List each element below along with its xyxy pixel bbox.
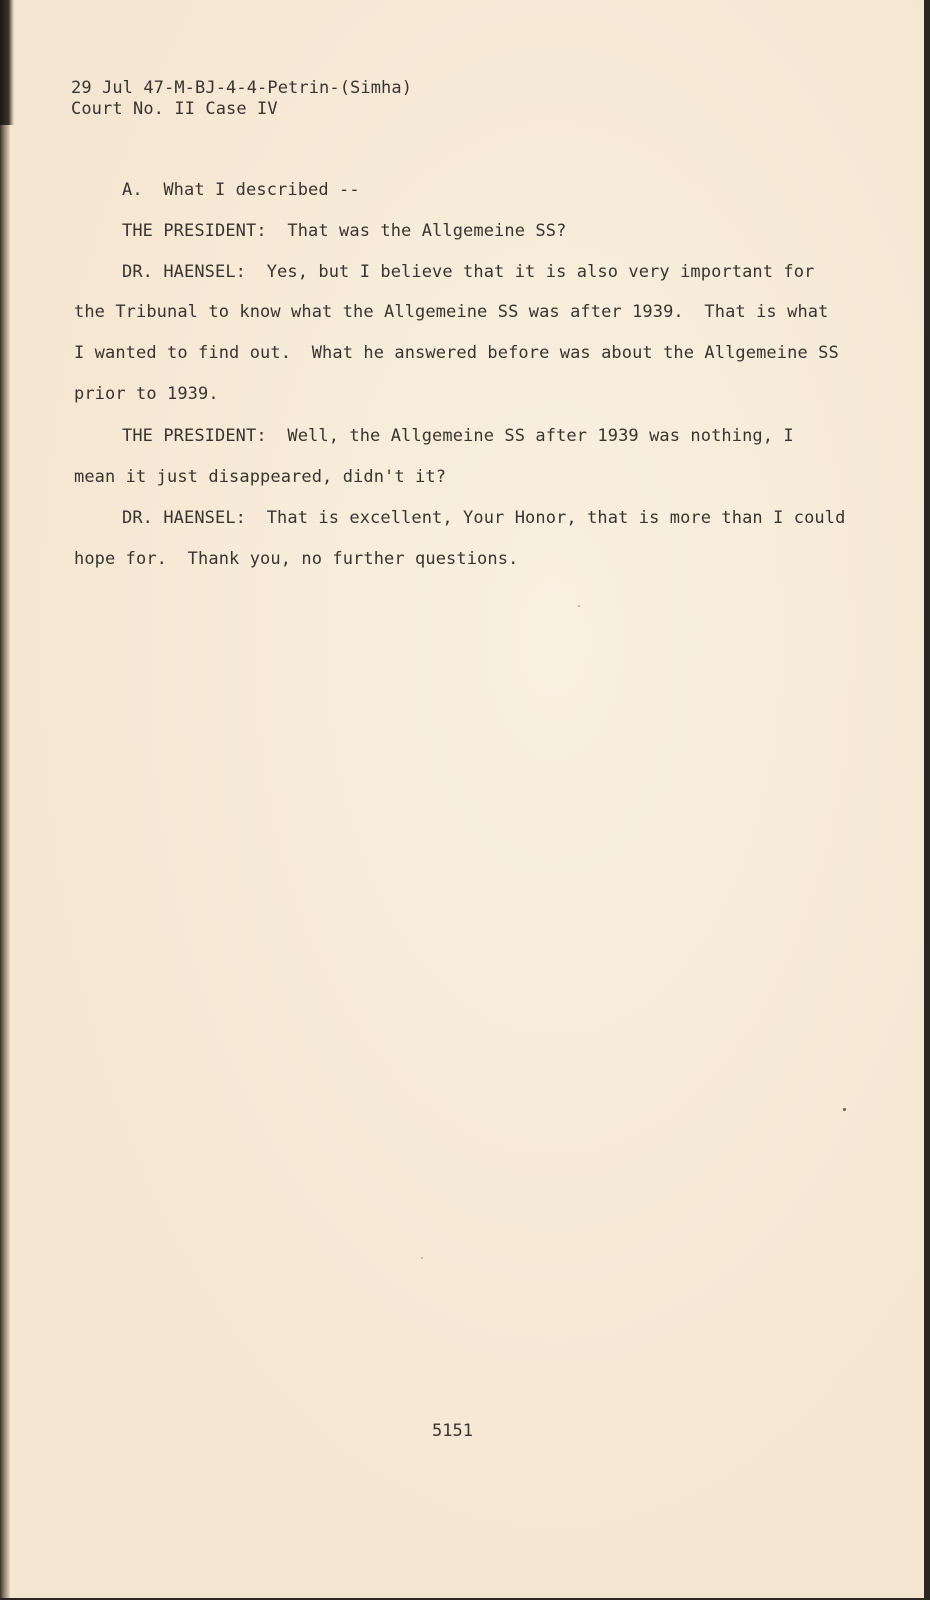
transcript-line: DR. HAENSEL: Yes, but I believe that it is also very important for — [122, 262, 815, 282]
paper-speck — [421, 1257, 423, 1259]
transcript-line: I wanted to find out. What he answered before was about the Allgemeine SS — [74, 343, 839, 363]
header-reference: 29 Jul 47-M-BJ-4-4-Petrin-(Simha) — [71, 78, 413, 98]
paper-speck — [578, 605, 580, 607]
transcript-line: THE PRESIDENT: That was the Allgemeine SS? — [122, 221, 567, 241]
transcript-line: hope for. Thank you, no further questions. — [74, 549, 519, 569]
header-court-case: Court No. II Case IV — [71, 99, 278, 119]
page-number: 5151 — [432, 1421, 473, 1441]
transcript-line: prior to 1939. — [74, 384, 219, 404]
page-left-edge — [0, 0, 10, 1598]
transcript-line: the Tribunal to know what the Allgemeine SS was after 1939. That is what — [74, 302, 829, 322]
page-edge-shadow — [0, 0, 14, 125]
paper-speck — [843, 1108, 846, 1111]
transcript-line: THE PRESIDENT: Well, the Allgemeine SS after 1939 was nothing, I — [122, 426, 794, 446]
transcript-line: A. What I described -- — [122, 180, 360, 200]
transcript-line: mean it just disappeared, didn't it? — [74, 467, 447, 487]
transcript-line: DR. HAENSEL: That is excellent, Your Honor, that is more than I could — [122, 508, 846, 528]
